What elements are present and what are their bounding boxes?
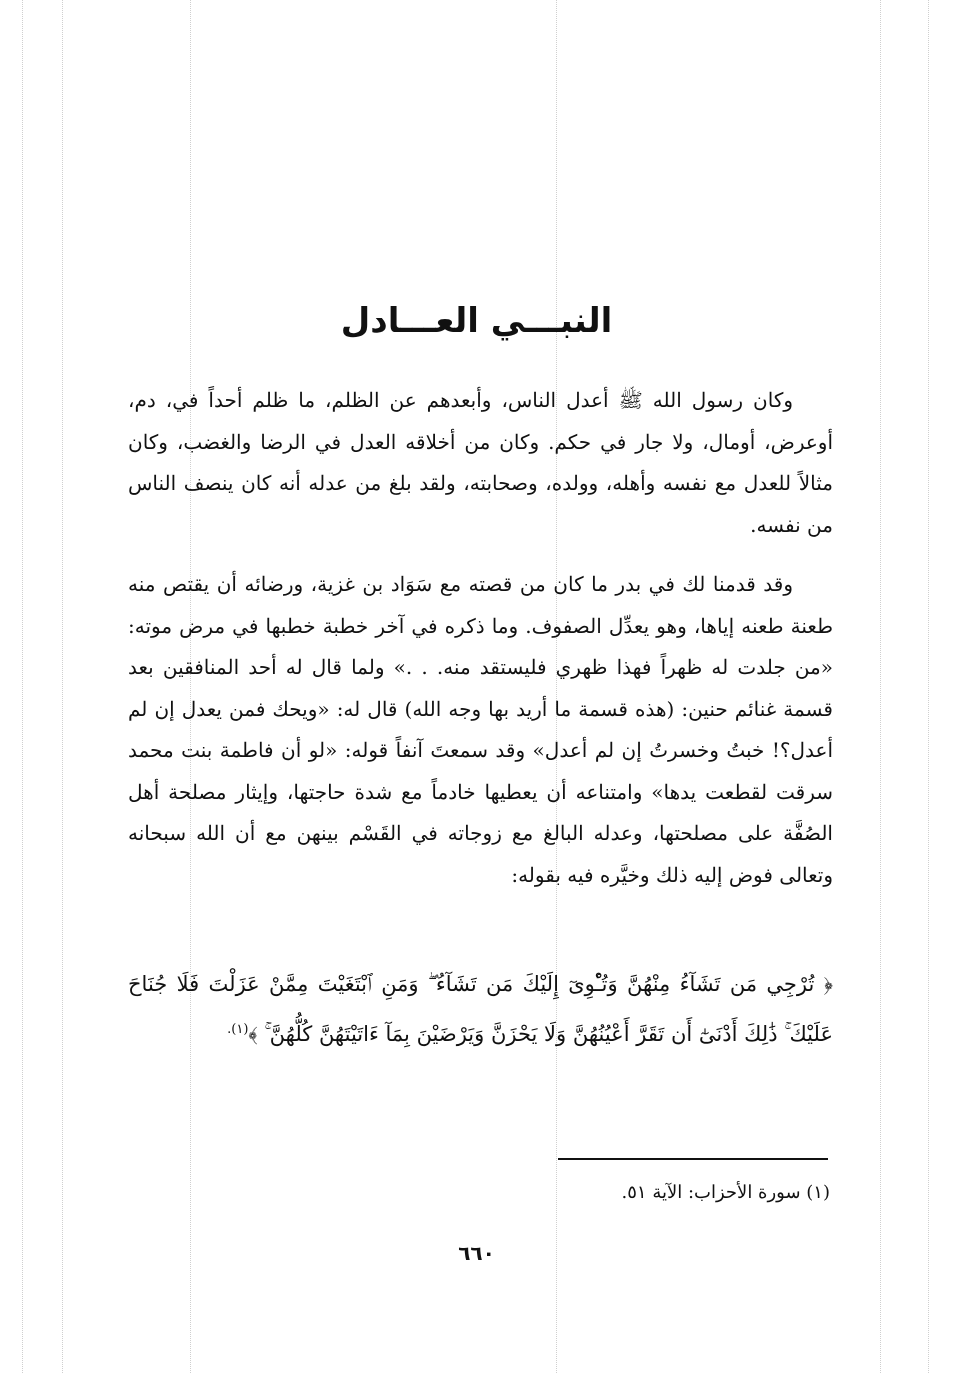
page-number: ٦٦٠ (458, 1241, 495, 1265)
footnote-divider (558, 1158, 828, 1160)
scan-guide-line (928, 0, 929, 1373)
footnote-reference-mark: (١). (227, 1022, 249, 1037)
quran-verse: ﴿ تُرْجِي مَن تَشَآءُ مِنْهُنَّ وَتُـْٔوِىٓ إِلَيْكَ مَن تَشَآءُ ۖ وَمَنِ ٱبْتَغَيْتَ مِمَّنْ عَزَلْتَ فَلَا جُنَاحَ عَلَيْكَ ۚ ذَٰلِكَ أَدْنَىٰٓ أَن تَقَرَّ أَعْيُنُهُنَّ وَلَا يَحْزَنَّ وَيَرْضَيْنَ بِمَآ ءَاتَيْتَهُنَّ كُلُّهُنَّ ۚ ﴾ (128, 972, 833, 1046)
paragraph-2: وقد قدمنا لك في بدر ما كان من قصته مع سَوَاد بن غزية، ورضائه أن يقتص منه طعنة طعنه إياها، وهو يعدِّل الصفوف. وما ذكره في آخر خطبة خطبها في مرض موته: «من جلدت له ظهراً فهذا ظهري فليستقد منه. . .» ولما قال له أحد المنافقين بعد قسمة غنائم حنين: (هذه قسمة ما أريد بها وجه الله) قال له: «ويحك فمن يعدل إن لم أعدل؟! خبتُ وخسرتُ إن لم أعدل» وقد سمعتَ آنفاً قوله: «لو أن فاطمة بنت محمد سرقت لقطعت يدها» وامتناعه أن يعطيها خادماً مع شدة حاجتها، وإيثار مصلحة أهل الصُفَّة على مصلحتها، وعدله البالغ مع زوجاته في القَسْم بينهن مع أن الله سبحانه وتعالى فوض إليه ذلك وخيَّره فيه بقوله: (128, 572, 833, 887)
paragraph-1: وكان رسول الله ﷺ أعدل الناس، وأبعدهم عن الظلم، ما ظلم أحداً في، دم، أوعرض، أومال، ولا جار في حكم. وكان من أخلاقه العدل في الرضا والغضب، وكان مثالاً للعدل مع نفسه وأهله، وولده، وصحابته، ولقد بلغ من عدله أنه كان ينصف الناس من نفسه. (128, 388, 833, 537)
quran-verse-block (128, 962, 833, 1057)
page-title: النبـــي العـــادل (340, 301, 613, 341)
scan-guide-line (22, 0, 23, 1373)
scan-guide-line (62, 0, 63, 1373)
footnote: (١) سورة الأحزاب: الآية ٥١. (621, 1182, 830, 1203)
scan-guide-line (880, 0, 881, 1373)
